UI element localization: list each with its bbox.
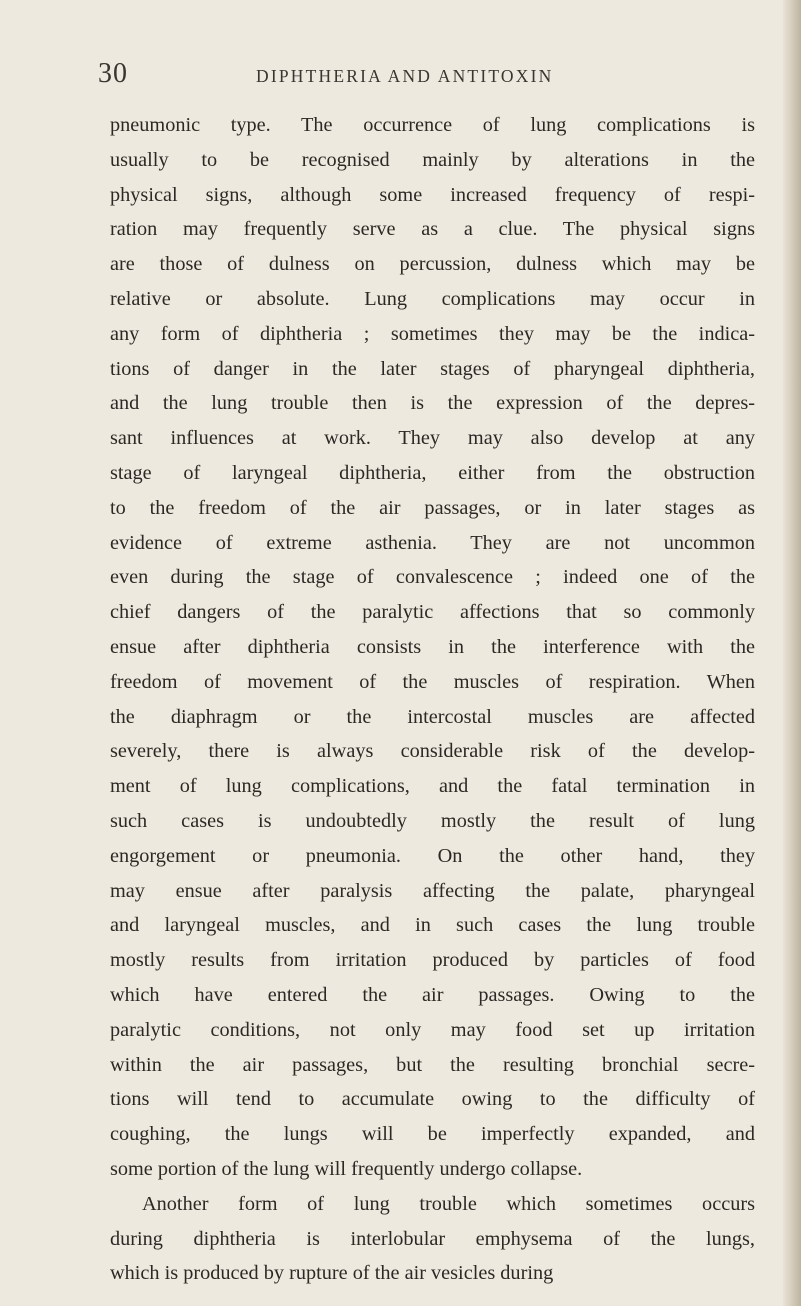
- text-line: severely, there is always considerable risk of the develop-: [110, 740, 755, 763]
- text-line: physical signs, although some increased frequency of respi-: [110, 183, 755, 206]
- text-line: pneumonic type. The occurrence of lung complications is: [110, 114, 755, 136]
- text-line: ensue after diphtheria consists in the interference with the: [110, 635, 755, 658]
- text-line: Another form of lung trouble which sometimes occurs: [142, 1192, 755, 1215]
- text-line: and laryngeal muscles, and in such cases the lung trouble: [110, 914, 755, 937]
- text-line: tions will tend to accumulate owing to the difficulty of: [110, 1088, 755, 1111]
- text-line: the diaphragm or the intercostal muscles are affected: [110, 705, 755, 728]
- text-line: freedom of movement of the muscles of respiration. When: [110, 670, 755, 693]
- text-line: to the freedom of the air passages, or in later stages as: [110, 496, 755, 519]
- text-line: sant influences at work. They may also develop at any: [110, 427, 755, 450]
- text-line: may ensue after paralysis affecting the palate, pharyngeal: [110, 879, 755, 902]
- page-header: [98, 58, 758, 98]
- running-head: DIPHTHERIA AND ANTITOXIN: [256, 66, 554, 86]
- text-line: evidence of extreme asthenia. They are not uncommon: [110, 531, 755, 554]
- text-line: ment of lung complications, and the fatal termination in: [110, 775, 755, 798]
- text-line: which is produced by rupture of the air vesicles during: [110, 1262, 554, 1285]
- text-line: within the air passages, but the resulting bronchial secre-: [110, 1053, 755, 1076]
- page-number: 30: [98, 58, 128, 89]
- text-line: chief dangers of the paralytic affections that so commonly: [110, 601, 755, 624]
- page-edge: [783, 0, 801, 1306]
- text-line: relative or absolute. Lung complications may occur in: [110, 287, 755, 310]
- text-line: which have entered the air passages. Owing to the: [110, 983, 755, 1006]
- text-line: during diphtheria is interlobular emphysema of the lungs,: [110, 1227, 755, 1250]
- text-line: some portion of the lung will frequently undergo collapse.: [110, 1157, 583, 1180]
- text-line: are those of dulness on percussion, dulness which may be: [110, 253, 755, 276]
- text-line: tions of danger in the later stages of pharyngeal diphtheria,: [110, 357, 755, 380]
- text-line: stage of laryngeal diphtheria, either from the obstruction: [110, 461, 755, 484]
- text-line: engorgement or pneumonia. On the other hand, they: [110, 844, 755, 867]
- text-line: coughing, the lungs will be imperfectly expanded, and: [110, 1123, 755, 1146]
- body-text: [110, 108, 755, 1291]
- text-line: even during the stage of convalescence ; indeed one of the: [110, 566, 755, 589]
- text-line: paralytic conditions, not only may food set up irritation: [110, 1018, 755, 1041]
- text-line: mostly results from irritation produced by particles of food: [110, 949, 755, 972]
- text-line: usually to be recognised mainly by alterations in the: [110, 148, 755, 171]
- text-line: ration may frequently serve as a clue. The physical signs: [110, 218, 755, 241]
- text-line: any form of diphtheria ; sometimes they may be the indica-: [110, 322, 755, 345]
- text-line: such cases is undoubtedly mostly the result of lung: [110, 809, 755, 832]
- text-line: and the lung trouble then is the expression of the depres-: [110, 392, 755, 415]
